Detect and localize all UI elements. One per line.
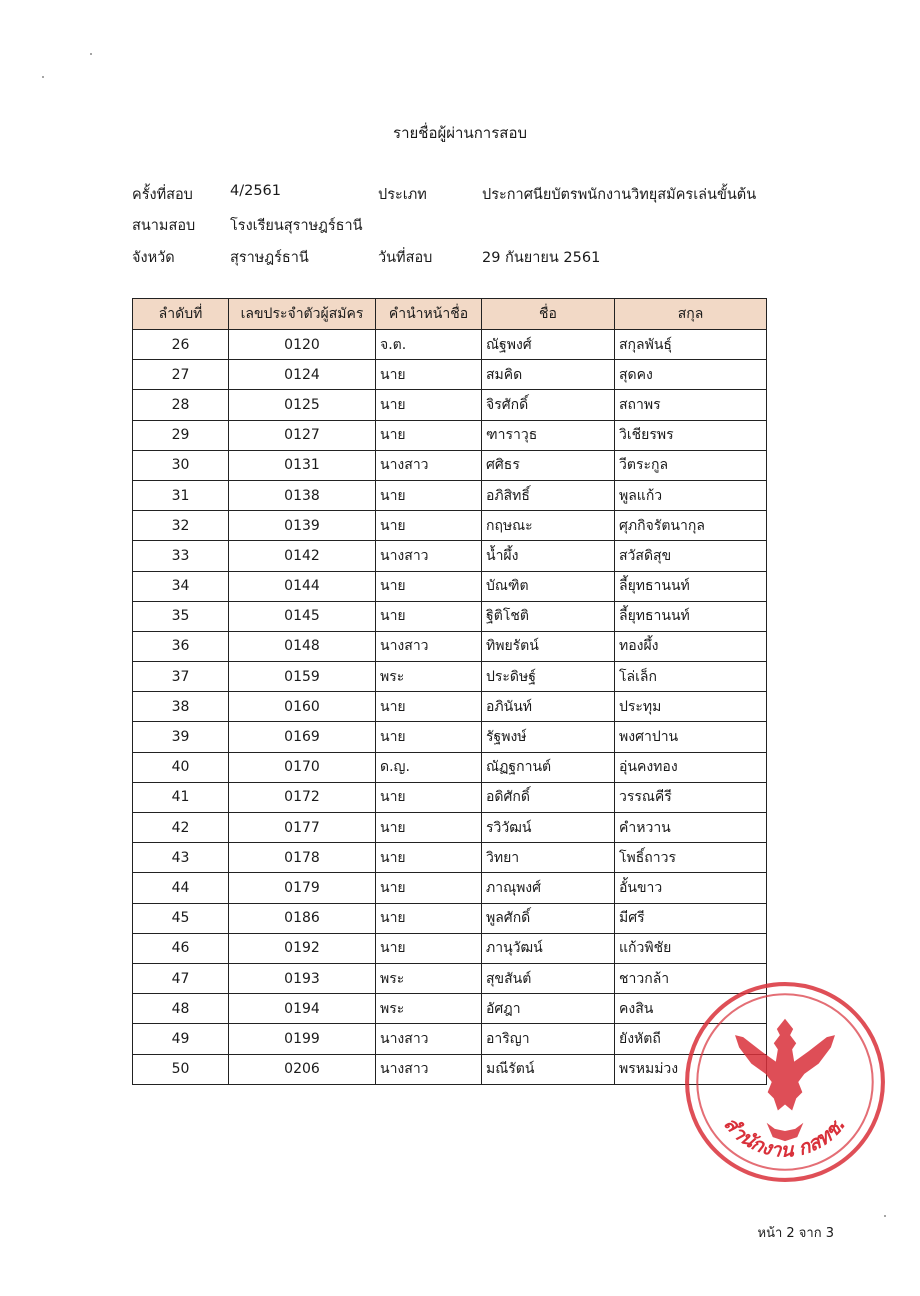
- table-row: [133, 903, 767, 933]
- type-label: ประเภท: [378, 187, 427, 203]
- table-row: [133, 631, 767, 661]
- cell-applicant-id: 0131: [229, 450, 376, 480]
- table-row: [133, 813, 767, 843]
- cell-prefix: นาย: [376, 843, 482, 873]
- cell-last-name: แก้วพิชัย: [615, 933, 767, 963]
- cell-first-name: อาริญา: [482, 1024, 615, 1054]
- cell-applicant-id: 0148: [229, 631, 376, 661]
- cell-first-name: ศศิธร: [482, 450, 615, 480]
- table-row: [133, 1024, 767, 1054]
- table-row: [133, 571, 767, 601]
- round-label: ครั้งที่สอบ: [132, 187, 193, 203]
- cell-order: 30: [133, 450, 229, 480]
- cell-last-name: สวัสดิสุข: [615, 541, 767, 571]
- cell-last-name: ลี้ยุทธานนท์: [615, 601, 767, 631]
- cell-last-name: ศุภกิจรัตนากุล: [615, 511, 767, 541]
- cell-first-name: สมคิด: [482, 360, 615, 390]
- cell-last-name: โล่เล็ก: [615, 662, 767, 692]
- cell-order: 33: [133, 541, 229, 571]
- cell-order: 49: [133, 1024, 229, 1054]
- cell-prefix: นาย: [376, 873, 482, 903]
- table-row: [133, 933, 767, 963]
- official-seal-icon: [683, 980, 887, 1184]
- cell-applicant-id: 0170: [229, 752, 376, 782]
- table-row: [133, 1054, 767, 1084]
- header-last-name: สกุล: [615, 299, 767, 330]
- cell-applicant-id: 0125: [229, 390, 376, 420]
- date-value: 29 กันยายน 2561: [482, 250, 601, 266]
- table-row: [133, 662, 767, 692]
- cell-prefix: นาย: [376, 722, 482, 752]
- cell-prefix: นาย: [376, 813, 482, 843]
- page-footer: หน้า 2 จาก 3: [757, 1226, 834, 1241]
- cell-applicant-id: 0178: [229, 843, 376, 873]
- cell-applicant-id: 0160: [229, 692, 376, 722]
- venue-value: โรงเรียนสุราษฎร์ธานี: [230, 218, 363, 234]
- cell-prefix: นาย: [376, 903, 482, 933]
- cell-last-name: ทองผึ้ง: [615, 631, 767, 661]
- cell-prefix: นาย: [376, 571, 482, 601]
- cell-last-name: ยังหัตถี: [615, 1024, 767, 1054]
- cell-first-name: ประดิษฐ์: [482, 662, 615, 692]
- cell-applicant-id: 0142: [229, 541, 376, 571]
- cell-applicant-id: 0138: [229, 480, 376, 510]
- table-row: [133, 390, 767, 420]
- cell-order: 32: [133, 511, 229, 541]
- cell-first-name: น้ำผึ้ง: [482, 541, 615, 571]
- cell-last-name: ชาวกล้า: [615, 963, 767, 993]
- province-label: จังหวัด: [132, 250, 175, 266]
- cell-order: 27: [133, 360, 229, 390]
- results-table: [132, 298, 767, 1085]
- cell-first-name: ณัฏฐกานต์: [482, 752, 615, 782]
- cell-order: 48: [133, 994, 229, 1024]
- cell-applicant-id: 0193: [229, 963, 376, 993]
- table-row: [133, 692, 767, 722]
- cell-first-name: ณัฐพงศ์: [482, 330, 615, 360]
- cell-first-name: มณีรัตน์: [482, 1054, 615, 1084]
- cell-prefix: นาย: [376, 480, 482, 510]
- cell-prefix: นางสาว: [376, 1054, 482, 1084]
- cell-order: 42: [133, 813, 229, 843]
- cell-prefix: นาย: [376, 692, 482, 722]
- cell-first-name: อัศฎา: [482, 994, 615, 1024]
- cell-first-name: อภิสิทธิ์: [482, 480, 615, 510]
- cell-applicant-id: 0159: [229, 662, 376, 692]
- table-row: [133, 994, 767, 1024]
- cell-applicant-id: 0139: [229, 511, 376, 541]
- cell-first-name: อภินันท์: [482, 692, 615, 722]
- province-value: สุราษฎร์ธานี: [230, 250, 309, 266]
- cell-last-name: วรรณคีรี: [615, 782, 767, 812]
- table-row: [133, 541, 767, 571]
- table-row: [133, 480, 767, 510]
- cell-first-name: กฤษณะ: [482, 511, 615, 541]
- cell-order: 47: [133, 963, 229, 993]
- cell-applicant-id: 0186: [229, 903, 376, 933]
- cell-first-name: ภานุวัฒน์: [482, 933, 615, 963]
- cell-applicant-id: 0120: [229, 330, 376, 360]
- cell-applicant-id: 0169: [229, 722, 376, 752]
- table-row: [133, 843, 767, 873]
- cell-prefix: นางสาว: [376, 541, 482, 571]
- svg-text:สำนักงาน กสทช.: สำนักงาน กสทช.: [719, 1112, 851, 1162]
- cell-last-name: มีศรี: [615, 903, 767, 933]
- cell-first-name: ทิพยรัตน์: [482, 631, 615, 661]
- cell-order: 28: [133, 390, 229, 420]
- cell-last-name: อั้นขาว: [615, 873, 767, 903]
- cell-last-name: คำหวาน: [615, 813, 767, 843]
- cell-last-name: ประทุม: [615, 692, 767, 722]
- cell-prefix: นาย: [376, 360, 482, 390]
- cell-applicant-id: 0206: [229, 1054, 376, 1084]
- date-label: วันที่สอบ: [378, 250, 433, 266]
- cell-prefix: พระ: [376, 963, 482, 993]
- cell-last-name: สถาพร: [615, 390, 767, 420]
- cell-last-name: โพธิ์ถาวร: [615, 843, 767, 873]
- cell-applicant-id: 0177: [229, 813, 376, 843]
- table-row: [133, 963, 767, 993]
- cell-prefix: นางสาว: [376, 1024, 482, 1054]
- cell-order: 29: [133, 420, 229, 450]
- page-title: รายชื่อผู้ผ่านการสอบ: [393, 124, 527, 142]
- cell-order: 34: [133, 571, 229, 601]
- cell-prefix: นาย: [376, 601, 482, 631]
- cell-last-name: พูลแก้ว: [615, 480, 767, 510]
- cell-prefix: ด.ญ.: [376, 752, 482, 782]
- cell-last-name: อุ่นคงทอง: [615, 752, 767, 782]
- cell-order: 35: [133, 601, 229, 631]
- cell-first-name: บัณฑิต: [482, 571, 615, 601]
- table-row: [133, 511, 767, 541]
- cell-first-name: จิรศักดิ์: [482, 390, 615, 420]
- cell-order: 26: [133, 330, 229, 360]
- cell-first-name: ฐิติโชติ: [482, 601, 615, 631]
- cell-first-name: ฑาราวุธ: [482, 420, 615, 450]
- cell-last-name: สุดคง: [615, 360, 767, 390]
- header-prefix: คำนำหน้าชื่อ: [376, 299, 482, 330]
- table-row: [133, 420, 767, 450]
- cell-prefix: นาย: [376, 511, 482, 541]
- table-row: [133, 782, 767, 812]
- cell-applicant-id: 0127: [229, 420, 376, 450]
- cell-applicant-id: 0145: [229, 601, 376, 631]
- cell-first-name: อดิศักดิ์: [482, 782, 615, 812]
- cell-applicant-id: 0172: [229, 782, 376, 812]
- header-row: [133, 299, 767, 330]
- table-row: [133, 450, 767, 480]
- cell-first-name: ภาณุพงศ์: [482, 873, 615, 903]
- cell-applicant-id: 0144: [229, 571, 376, 601]
- table-row: [133, 873, 767, 903]
- cell-first-name: วิทยา: [482, 843, 615, 873]
- cell-applicant-id: 0199: [229, 1024, 376, 1054]
- scan-speck: [42, 76, 44, 78]
- cell-last-name: สกุลพันธุ์: [615, 330, 767, 360]
- cell-order: 46: [133, 933, 229, 963]
- cell-order: 50: [133, 1054, 229, 1084]
- cell-order: 45: [133, 903, 229, 933]
- cell-prefix: นาย: [376, 782, 482, 812]
- cell-applicant-id: 0194: [229, 994, 376, 1024]
- cell-prefix: นาย: [376, 933, 482, 963]
- cell-order: 44: [133, 873, 229, 903]
- cell-prefix: นางสาว: [376, 631, 482, 661]
- cell-first-name: รัฐพงษ์: [482, 722, 615, 752]
- table-row: [133, 360, 767, 390]
- scan-speck: [884, 1215, 886, 1217]
- header-order: ลำดับที่: [133, 299, 229, 330]
- cell-last-name: วีตระกูล: [615, 450, 767, 480]
- cell-applicant-id: 0124: [229, 360, 376, 390]
- cell-order: 41: [133, 782, 229, 812]
- cell-prefix: นาย: [376, 390, 482, 420]
- cell-order: 36: [133, 631, 229, 661]
- cell-prefix: พระ: [376, 662, 482, 692]
- cell-applicant-id: 0192: [229, 933, 376, 963]
- cell-prefix: พระ: [376, 994, 482, 1024]
- cell-order: 43: [133, 843, 229, 873]
- cell-first-name: พูลศักดิ์: [482, 903, 615, 933]
- cell-last-name: คงสิน: [615, 994, 767, 1024]
- round-value: 4/2561: [230, 183, 282, 199]
- header-first-name: ชื่อ: [482, 299, 615, 330]
- cell-order: 39: [133, 722, 229, 752]
- cell-last-name: พรหมม่วง: [615, 1054, 767, 1084]
- cell-prefix: นาย: [376, 420, 482, 450]
- header-applicant-id: เลขประจำตัวผู้สมัคร: [229, 299, 376, 330]
- cell-last-name: พงศาปาน: [615, 722, 767, 752]
- table-row: [133, 752, 767, 782]
- venue-label: สนามสอบ: [132, 218, 196, 234]
- cell-order: 31: [133, 480, 229, 510]
- type-value: ประกาศนียบัตรพนักงานวิทยุสมัครเล่นขั้นต้น: [482, 187, 757, 203]
- cell-order: 38: [133, 692, 229, 722]
- cell-order: 40: [133, 752, 229, 782]
- cell-prefix: นางสาว: [376, 450, 482, 480]
- cell-applicant-id: 0179: [229, 873, 376, 903]
- scan-speck: [90, 53, 92, 55]
- cell-order: 37: [133, 662, 229, 692]
- cell-first-name: รวิวัฒน์: [482, 813, 615, 843]
- table-row: [133, 722, 767, 752]
- cell-last-name: วิเชียรพร: [615, 420, 767, 450]
- table-row: [133, 601, 767, 631]
- cell-prefix: จ.ต.: [376, 330, 482, 360]
- cell-last-name: ลี้ยุทธานนท์: [615, 571, 767, 601]
- table-row: [133, 330, 767, 360]
- cell-first-name: สุขสันต์: [482, 963, 615, 993]
